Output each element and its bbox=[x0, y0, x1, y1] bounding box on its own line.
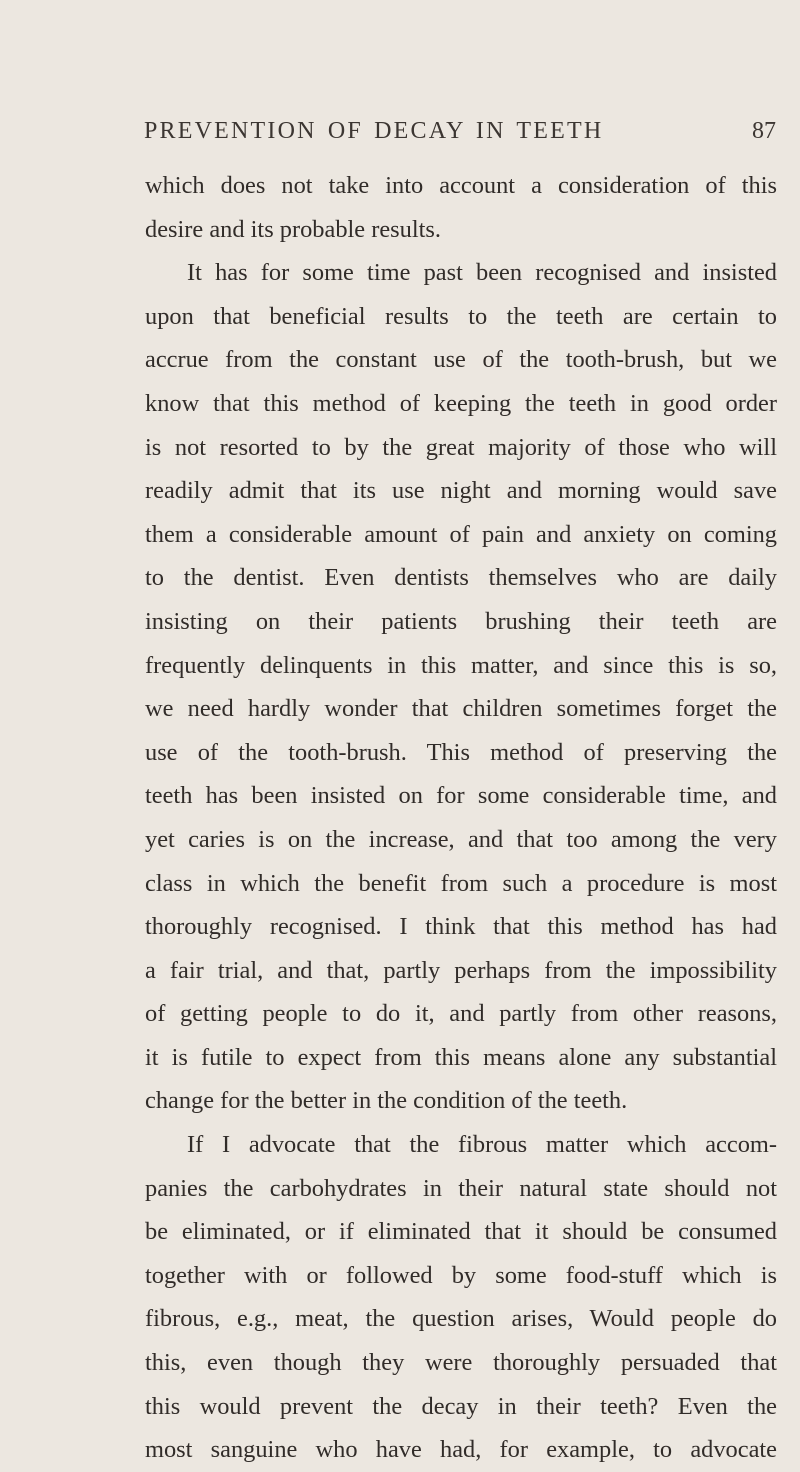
text-line: fibrous, e.g., meat, the question arises, Would people do bbox=[145, 1305, 777, 1333]
text-line: yet caries is on the increase, and that too among the very bbox=[145, 825, 777, 853]
text-line: panies the carbohydrates in their natural state should not bbox=[145, 1174, 777, 1202]
text-line: of getting people to do it, and partly from other reasons, bbox=[145, 1000, 777, 1028]
text-line: know that this method of keeping the teeth in good order bbox=[145, 389, 777, 417]
text-line: accrue from the constant use of the tooth-brush, but we bbox=[145, 346, 777, 374]
text-line: If I advocate that the fibrous matter which accom- bbox=[187, 1131, 777, 1159]
body-text bbox=[145, 164, 777, 1472]
text-line: upon that beneficial results to the teeth are certain to bbox=[145, 302, 777, 330]
text-line: a fair trial, and that, partly perhaps from the impossibility bbox=[145, 956, 777, 984]
text-line: readily admit that its use night and morning would save bbox=[145, 477, 777, 505]
page-number: 87 bbox=[752, 118, 776, 144]
text-line: It has for some time past been recognised and insisted bbox=[187, 259, 777, 287]
text-line: to the dentist. Even dentists themselves who are daily bbox=[145, 564, 777, 592]
text-line: them a considerable amount of pain and anxiety on coming bbox=[145, 520, 777, 548]
text-line: this would prevent the decay in their teeth? Even the bbox=[145, 1392, 777, 1420]
running-head bbox=[144, 118, 776, 154]
text-line: most sanguine who have had, for example, to advocate bbox=[145, 1436, 777, 1464]
text-line: insisting on their patients brushing their teeth are bbox=[145, 607, 777, 635]
text-line: change for the better in the condition of the teeth. bbox=[145, 1087, 628, 1115]
text-line: thoroughly recognised. I think that this method has had bbox=[145, 913, 777, 941]
text-line: teeth has been insisted on for some considerable time, and bbox=[145, 782, 777, 810]
text-line: which does not take into account a consideration of this bbox=[145, 172, 777, 199]
text-line: be eliminated, or if eliminated that it should be consumed bbox=[145, 1218, 777, 1246]
running-title: PREVENTION OF DECAY IN TEETH bbox=[144, 118, 604, 144]
text-line: we need hardly wonder that children sometimes forget the bbox=[145, 695, 777, 723]
text-line: class in which the benefit from such a procedure is most bbox=[145, 869, 777, 897]
text-line: desire and its probable results. bbox=[145, 215, 441, 243]
text-line: together with or followed by some food-stuff which is bbox=[145, 1261, 777, 1289]
text-line: is not resorted to by the great majority of those who will bbox=[145, 433, 777, 461]
text-line: this, even though they were thoroughly persuaded that bbox=[145, 1349, 777, 1377]
text-line: frequently delinquents in this matter, and since this is so, bbox=[145, 651, 777, 679]
text-line: use of the tooth-brush. This method of preserving the bbox=[145, 738, 777, 766]
text-line: it is futile to expect from this means alone any substantial bbox=[145, 1043, 777, 1071]
